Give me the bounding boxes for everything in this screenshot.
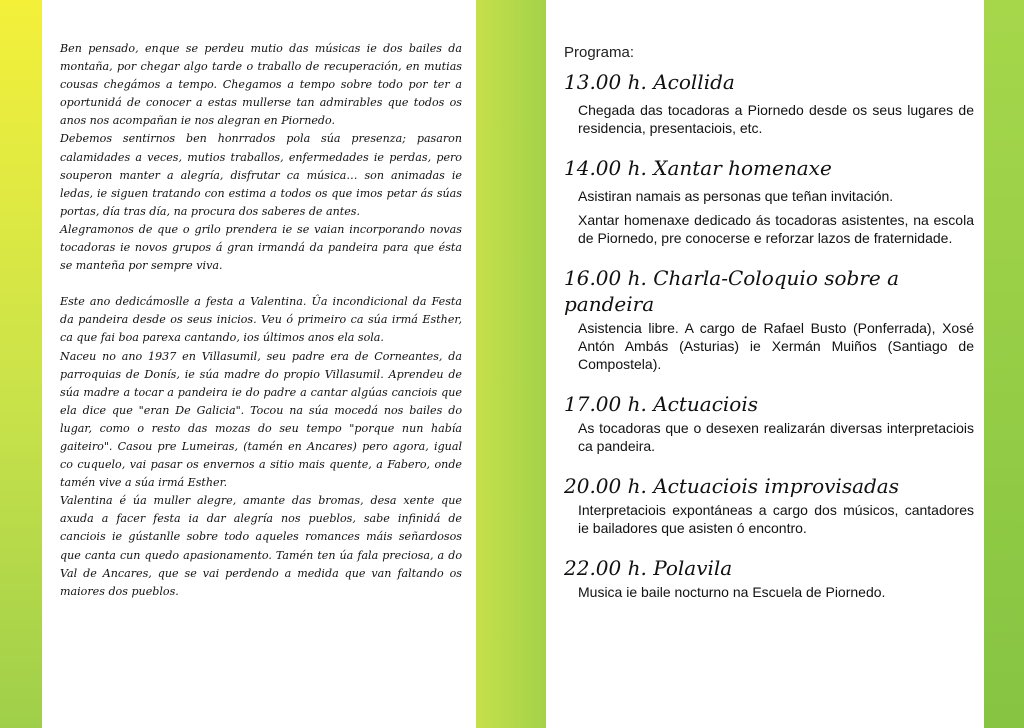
program-item: [564, 555, 974, 601]
program-item-description: Interpretaciois expontáneas a cargo dos músicos, cantadores ie bailadores que asisten ó encontro.: [578, 502, 974, 536]
program-item-description: Xantar homenaxe dedicado ás tocadoras asistentes, na escola de Piornedo, pre conocerse e reforzar lazos de fraternidade.: [578, 212, 974, 246]
program-item-time: 13.00 h. Acollida: [564, 70, 735, 94]
right-green-band: [984, 0, 1024, 728]
biography-paragraph: Naceu no ano 1937 en Villasumil, seu padre era de Corneantes, da parroquias de Donís, ie súa madre do propio Villasumil. Aprendeu de súa madre a tocar a pandeira ie do padre a cantar algúas canciois que ela dice que "eran De Galicia". Tocou na súa mocedá nos bailes do lugar, como o resto das mozas do seu tempo "porque nun había gaiteiro". Casou pre Lumeiras, (tamén en Ancares) pero agora, igual co cuquelo, vai pasar os envernos a sitio mais quente, a Fabero, onde tamén vive a súa irmá Esther.: [60, 349, 462, 490]
program-item-description: As tocadoras que o desexen realizarán diversas interpretaciois ca pandeira.: [578, 420, 974, 454]
program-item-description: Chegada das tocadoras a Piornedo desde os seus lugares de residencia, presentaciois, etc.: [578, 102, 974, 136]
gratitude-paragraph: Debemos sentirnos ben honrrados pola súa presenza; pasaron calamidades a veces, mutios traballos, enfermedades ie perdas, pero souperon manter a alegría, disfrutar ca música… son animadas ie ledas, ie siguen tratando con estima a todos os que imos petar ás súas portas, día tras día, na procura dos saberes de antes.: [60, 132, 462, 218]
center-fold-band: [476, 0, 546, 728]
program-title: Programa:: [564, 44, 635, 61]
program-item-description: Asistencia libre. A cargo de Rafael Busto (Ponferrada), Xosé Antón Ambás (Asturias) ie Xermán Muiños (Santiago de Compostela).: [578, 320, 974, 372]
paragraph-gap: [60, 275, 462, 293]
left-text-panel: [60, 40, 462, 700]
program-item: [564, 69, 974, 137]
program-item-time: 22.00 h. Polavila: [564, 556, 733, 580]
program-item: [564, 155, 974, 247]
program-item-description: Asistiran namais as personas que teñan invitación.: [578, 188, 894, 204]
program-item-time: 14.00 h. Xantar homenaxe: [564, 156, 832, 180]
program-item-time: 17.00 h. Actuaciois: [564, 392, 758, 416]
program-item-time: 16.00 h. Charla-Coloquio sobre a pandeira: [564, 266, 899, 316]
program-item-description: Musica ie baile nocturno na Escuela de Piornedo.: [578, 584, 886, 600]
program-item: [564, 265, 974, 373]
program-item: [564, 473, 974, 537]
dedication-paragraph: Este ano dedicámoslle a festa a Valentina. Ûa incondicional da Festa da pandeira desde os seus inicios. Veu ó primeiro ca súa irmá Esther, ca que fai boa parexa cantando, ios últimos anos ela sola.: [60, 295, 462, 345]
intro-paragraph: Ben pensado, enque se perdeu mutio das músicas ie dos bailes da montaña, por chegar algo tarde o traballo de recuperación, en mutias cousas chegámos a tempo. Chegamos a tempo sobre todo por ter a oportunidá de conocer a estas mullerse tan admirables que todos os anos nos acompañan ie nos alegran en Piornedo.: [60, 42, 462, 128]
left-green-band: [0, 0, 42, 728]
program-panel: [564, 42, 974, 702]
new-groups-paragraph: Alegramonos de que o grilo prendera ie se vaian incorporando novas tocadoras ie novos grupos á gran irmandá da pandeira para que ésta se manteña por sempre viva.: [60, 222, 462, 273]
valentina-paragraph: Valentina é úa muller alegre, amante das bromas, desa xente que axuda a facer festa ia dar alegría nos pueblos, sabe infinidá de canciois ie gústanlle sobre todo aqueles romances máis señardosos que canta cun quedo apasionamento. Tamén ten úa fala preciosa, a do Val de Ancares, que se vai perdendo a medida que van faltando os maiores dos pueblos.: [60, 494, 462, 598]
program-item: [564, 391, 974, 455]
program-item-time: 20.00 h. Actuaciois improvisadas: [564, 474, 899, 498]
